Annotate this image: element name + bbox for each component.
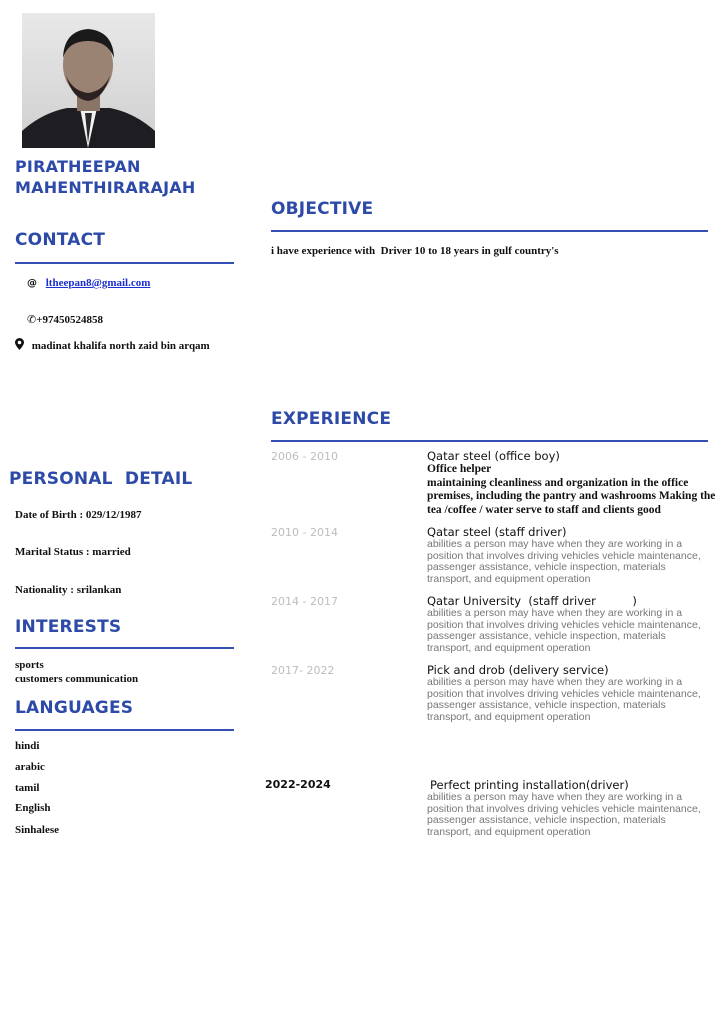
email-icon: @ [27, 278, 37, 289]
job-subtitle: Office helper [427, 463, 492, 475]
interest-item: sports [15, 659, 44, 671]
job-title: Qatar steel (staff driver) [427, 525, 567, 539]
job-description: abilities a person may have when they are working in a position that involves driving vehicles vehicle maintenance, passenger assistance, vehicle inspection, materials transport, and equipment operation [427, 607, 701, 654]
person-photo-icon [22, 13, 155, 148]
language-item: hindi [15, 740, 40, 752]
objective-heading: OBJECTIVE [271, 199, 374, 219]
phone-number: +97450524858 [36, 314, 103, 326]
experience-entry [427, 594, 712, 654]
language-item: Sinhalese [15, 824, 60, 836]
job-description: abilities a person may have when they are working in a position that involves driving vehicles vehicle maintenance, passenger assistance, vehicle inspection, materials transport, and equipment operation [427, 676, 701, 723]
email-link[interactable]: ltheepan8@gmail.com [45, 277, 151, 289]
job-title: Qatar University (staff driver ) [427, 594, 637, 608]
experience-divider [271, 440, 708, 442]
experience-date: 2017- 2022 [271, 664, 335, 677]
job-title: Perfect printing installation(driver) [430, 778, 629, 792]
marital-status: Marital Status : married [15, 546, 131, 558]
personal-detail-heading: PERSONAL DETAIL [9, 469, 193, 489]
email-row [27, 277, 150, 289]
profile-photo [22, 13, 155, 148]
address-text: madinat khalifa north zaid bin arqam [31, 340, 210, 352]
phone-row [27, 313, 103, 326]
language-item: English [15, 802, 51, 814]
contact-heading: CONTACT [15, 230, 106, 250]
experience-heading: EXPERIENCE [271, 409, 392, 429]
job-description: maintaining cleanliness and organization in the office premises, including the pantry and washrooms Making the tea /coffee / water serve to staff and clients good [427, 476, 716, 516]
nationality: Nationality : srilankan [15, 584, 122, 596]
experience-date: 2006 - 2010 [271, 450, 338, 463]
job-title: Qatar steel (office boy) [427, 449, 560, 463]
contact-divider [15, 262, 234, 264]
job-description: abilities a person may have when they are working in a position that involves driving vehicles vehicle maintenance, passenger assistance, vehicle inspection, materials transport, and equipment operation [427, 791, 701, 838]
languages-heading: LANGUAGES [15, 698, 134, 718]
phone-icon: ✆ [27, 313, 37, 326]
address-row [15, 338, 210, 352]
job-title: Pick and drob (delivery service) [427, 663, 609, 677]
experience-date: 2014 - 2017 [271, 595, 338, 608]
experience-entry [427, 449, 717, 517]
location-pin-icon [15, 338, 24, 350]
date-of-birth: Date of Birth : 029/12/1987 [15, 509, 142, 521]
job-description: abilities a person may have when they are working in a position that involves driving vehicles vehicle maintenance, passenger assistance, vehicle inspection, materials transport, and equipment operation [427, 538, 701, 585]
objective-text: i have experience with Driver 10 to 18 years in gulf country's [271, 245, 559, 257]
language-item: arabic [15, 761, 45, 773]
languages-divider [15, 729, 234, 731]
experience-date: 2010 - 2014 [271, 526, 338, 539]
experience-date: 2022-2024 [265, 778, 331, 791]
interests-heading: INTERESTS [15, 617, 122, 637]
candidate-name-last: MAHENTHIRARAJAH [15, 178, 196, 197]
experience-entry [427, 778, 712, 838]
language-item: tamil [15, 782, 40, 794]
experience-entry [427, 663, 712, 723]
experience-entry [427, 525, 712, 585]
interests-divider [15, 647, 234, 649]
candidate-name-first: PIRATHEEPAN [15, 157, 141, 176]
objective-divider [271, 230, 708, 232]
interest-item: customers communication [15, 673, 139, 685]
